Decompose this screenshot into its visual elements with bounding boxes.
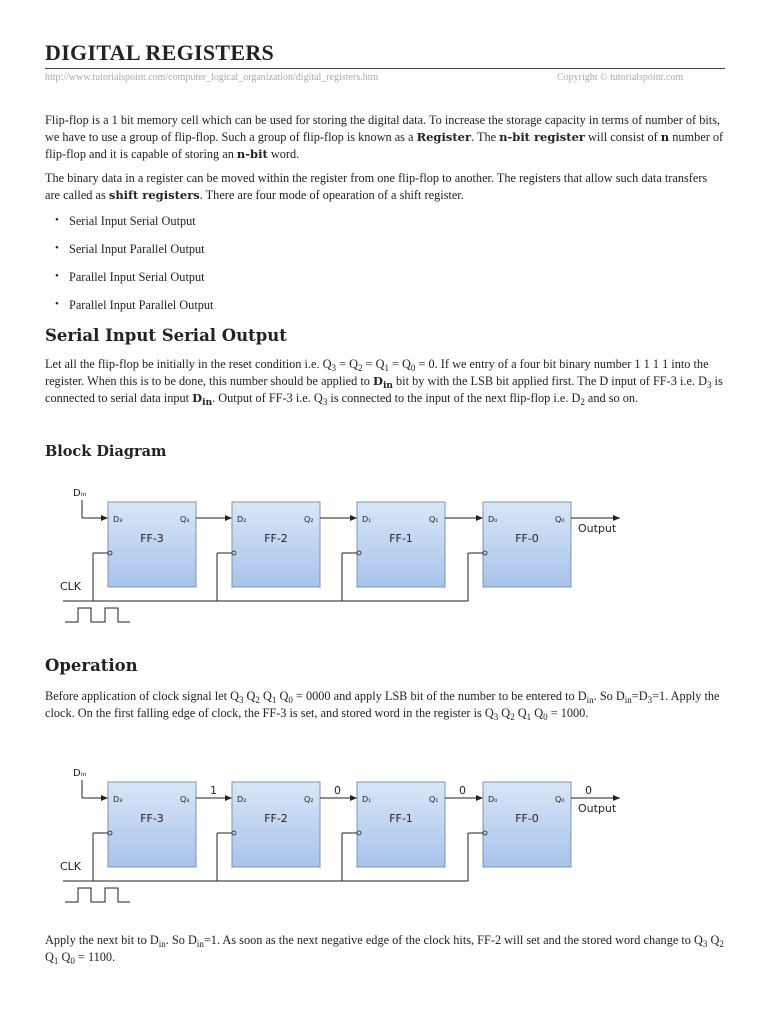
ff-name-label: FF-1 <box>389 532 413 545</box>
operation-heading: Operation <box>45 656 138 675</box>
ff-name-label: FF-3 <box>140 812 164 825</box>
ff-d-label: D₁ <box>362 795 372 804</box>
siso-paragraph: Let all the flip-flop be initially in the reset condition i.e. $Q_3 = Q_2 = Q_1 = Q_0 = 0$. If we entry of a four bit binary number 1 1 1 1 into the register. When this is to be done, this number should be applied to $D_{in}$ bit by with the LSB bit applied first. The D input of FF-3 i.e. $D_3$ is connected to serial data input $D_{in}$. Output of FF-3 i.e. $Q_3$ is connected to the input of the next flip-flop i.e. $D_2$ and so on. <box>45 357 723 408</box>
ff-name-label: FF-3 <box>140 532 164 545</box>
ff-d-label: D₂ <box>237 795 247 804</box>
intro-paragraph-2: The binary data in a register can be moved within the register from one flip-flop to another. The registers that allow such data transfers are called as shift registers. There are four mode of opearation of a shift register. <box>45 171 708 202</box>
siso-heading: Serial Input Serial Output <box>45 326 287 345</box>
ff-q-label: Q₂ <box>304 515 314 524</box>
intro-paragraph-1: Flip-flop is a 1 bit memory cell which can be used for storing the digital data. To increase the storage capacity in terms of number of bits, we have to use a group of flip-flop. Such a group of flip-flop is known as a Register. The n-bit register will consist of n number of flip-flop and it is capable of storing an n-bit word. <box>45 113 724 161</box>
bit-value: 0 <box>334 784 341 797</box>
list-item: • Parallel Input Parallel Output <box>69 298 213 313</box>
ff-name-label: FF-0 <box>515 812 539 825</box>
ff-d-label: D₂ <box>237 515 247 524</box>
block-diagram-heading: Block Diagram <box>45 443 167 460</box>
clk-label: CLK <box>60 580 82 593</box>
operation-paragraph: Before application of clock signal let $Q_3$ $Q_2$ $Q_1$ $Q_0 = 0000$ and apply LSB bit of the number to be entered to $D_{in}$. So $D_{in}=D_3=1$. Apply the clock. On the first falling edge of clock, the FF-3 is set, and stored word in the register is $Q_3$ $Q_2$ $Q_1$ $Q_0 = 1000$. <box>45 689 720 722</box>
ff-d-label: D₃ <box>113 795 123 804</box>
ff-q-label: Q₁ <box>429 795 439 804</box>
diagram-1 <box>60 488 620 622</box>
list-item: • Serial Input Parallel Output <box>69 242 205 257</box>
ff-q-label: Q₁ <box>429 515 439 524</box>
bit-value: 0 <box>585 784 592 797</box>
ff-name-label: FF-2 <box>264 532 288 545</box>
ff-q-label: Q₂ <box>304 795 314 804</box>
ff-q-label: Q₃ <box>180 795 190 804</box>
ff-d-label: D₀ <box>488 515 498 524</box>
list-item: • Parallel Input Serial Output <box>69 270 205 285</box>
ff-q-label: Q₃ <box>180 515 190 524</box>
ff-d-label: D₃ <box>113 515 123 524</box>
ff-name-label: FF-2 <box>264 812 288 825</box>
next-bit-paragraph: Apply the next bit to $D_{in}$. So $D_{in}=1$. As soon as the next negative edge of the clock hits, FF-2 will set and the stored word change to $Q_3$ $Q_2$ $Q_1$ $Q_0 = 1100$. <box>45 933 724 966</box>
ff-d-label: D₁ <box>362 515 372 524</box>
list-item: • Serial Input Serial Output <box>69 214 196 229</box>
ff-d-label: D₀ <box>488 795 498 804</box>
source-url[interactable]: http://www.tutorialspoint.com/computer_logical_organization/digital_registers.htm <box>45 72 379 83</box>
clk-label: CLK <box>60 860 82 873</box>
diagram-2 <box>60 768 620 902</box>
clock-waveform <box>65 888 130 902</box>
bit-value: 0 <box>459 784 466 797</box>
output-label: Output <box>578 522 617 535</box>
clock-waveform <box>65 608 130 622</box>
ff-name-label: FF-0 <box>515 532 539 545</box>
page-title: DIGITAL REGISTERS <box>45 40 275 65</box>
ff-q-label: Q₀ <box>555 515 565 524</box>
ff-q-label: Q₀ <box>555 795 565 804</box>
copyright-text: Copyright © tutorialspoint.com <box>557 72 684 83</box>
din-label: Dᵢₙ <box>73 768 87 779</box>
output-label: Output <box>578 802 617 815</box>
din-label: Dᵢₙ <box>73 488 87 499</box>
bit-value: 1 <box>210 784 217 797</box>
ff-name-label: FF-1 <box>389 812 413 825</box>
